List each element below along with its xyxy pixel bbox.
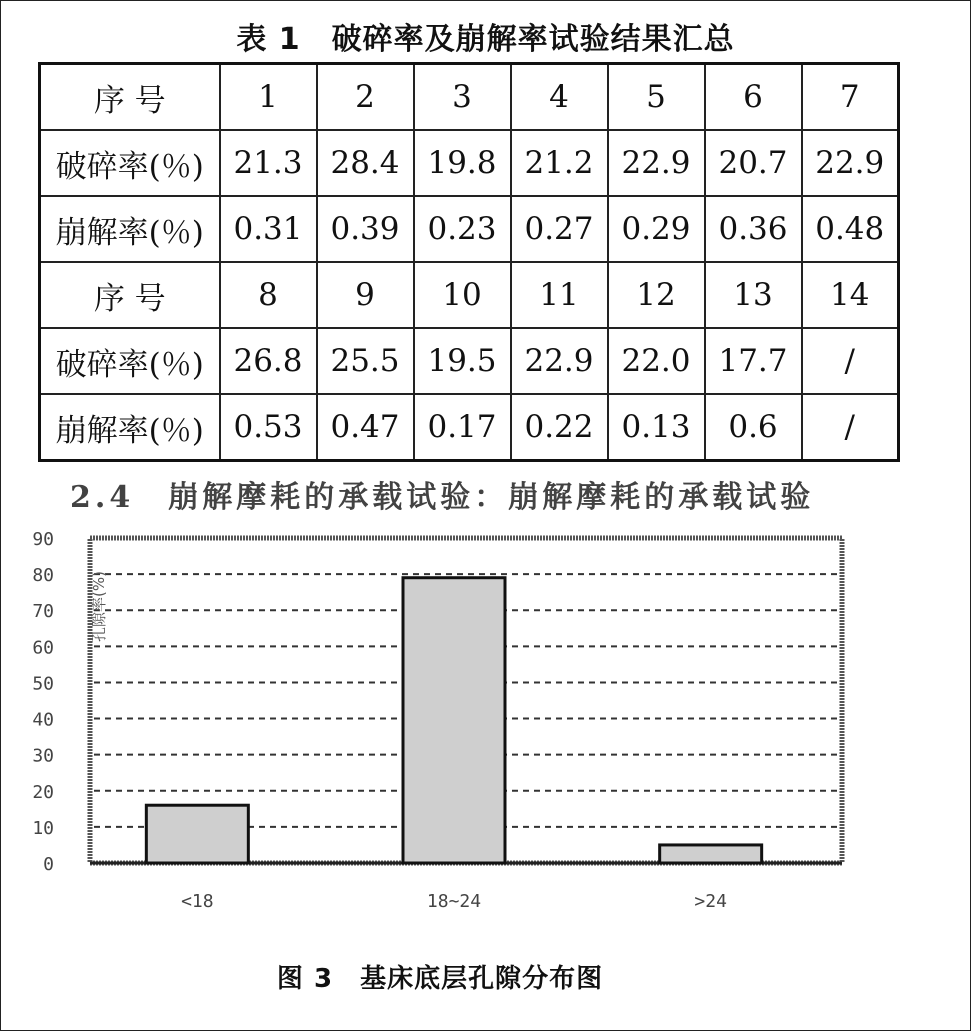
row-label-cell: 破碎率(％) bbox=[40, 130, 220, 196]
figure-caption: 图 3 基床底层孔隙分布图 bbox=[276, 964, 604, 994]
value-cell: 0.36 bbox=[705, 196, 802, 262]
y-tick-label: 0 bbox=[43, 854, 54, 875]
table-row-disintegration-2 bbox=[40, 394, 899, 461]
value-cell: 19.5 bbox=[414, 328, 511, 394]
value-cell: 26.8 bbox=[220, 328, 317, 394]
value-cell: 17.7 bbox=[705, 328, 802, 394]
table-row-header-2 bbox=[40, 262, 899, 328]
value-cell: 0.6 bbox=[705, 394, 802, 461]
bar-2 bbox=[660, 845, 762, 863]
value-cell: 0.53 bbox=[220, 394, 317, 461]
pore-distribution-chart bbox=[20, 520, 900, 920]
y-tick-label: 30 bbox=[32, 745, 54, 767]
x-tick-label: <18 bbox=[181, 891, 214, 912]
value-cell: 0.17 bbox=[414, 394, 511, 461]
row-label-cell: 崩解率(％) bbox=[40, 394, 220, 461]
value-cell: 0.22 bbox=[511, 394, 608, 461]
results-table bbox=[38, 62, 900, 462]
number-cell: 6 bbox=[705, 64, 802, 131]
value-cell: 22.9 bbox=[608, 130, 705, 196]
value-cell: 20.7 bbox=[705, 130, 802, 196]
x-tick-label: 18~24 bbox=[426, 891, 482, 912]
value-cell: 0.29 bbox=[608, 196, 705, 262]
number-cell: 11 bbox=[511, 262, 608, 328]
value-cell: 21.3 bbox=[220, 130, 317, 196]
number-cell: 9 bbox=[317, 262, 414, 328]
bar-0 bbox=[146, 805, 248, 863]
table-title: 表 1 破碎率及崩解率试验结果汇总 bbox=[236, 22, 735, 57]
header-label-cell: 序 号 bbox=[40, 262, 220, 328]
y-tick-label: 70 bbox=[32, 601, 54, 623]
value-cell: 0.27 bbox=[511, 196, 608, 262]
number-cell: 13 bbox=[705, 262, 802, 328]
value-cell: 28.4 bbox=[317, 130, 414, 196]
value-cell: 0.47 bbox=[317, 394, 414, 461]
row-label-cell: 崩解率(％) bbox=[40, 196, 220, 262]
bar-1 bbox=[403, 578, 505, 863]
y-tick-label: 20 bbox=[32, 781, 54, 803]
value-cell: 25.5 bbox=[317, 328, 414, 394]
value-cell: 19.8 bbox=[414, 130, 511, 196]
value-cell: 0.31 bbox=[220, 196, 317, 262]
value-cell: 22.9 bbox=[511, 328, 608, 394]
y-tick-label: 40 bbox=[32, 709, 54, 731]
series-label: 孔隙率(%) bbox=[90, 571, 108, 642]
value-cell: / bbox=[802, 328, 899, 394]
y-tick-label: 90 bbox=[32, 529, 54, 550]
table-row-disintegration-1 bbox=[40, 196, 899, 262]
number-cell: 14 bbox=[802, 262, 899, 328]
number-cell: 10 bbox=[414, 262, 511, 328]
number-cell: 5 bbox=[608, 64, 705, 131]
value-cell: 0.48 bbox=[802, 196, 899, 262]
value-cell: / bbox=[802, 394, 899, 461]
value-cell: 21.2 bbox=[511, 130, 608, 196]
body-text-fragment: 2.4 崩解摩耗的承载试验：崩解摩耗的承载试验 bbox=[70, 480, 815, 515]
value-cell: 0.23 bbox=[414, 196, 511, 262]
number-cell: 12 bbox=[608, 262, 705, 328]
value-cell: 22.0 bbox=[608, 328, 705, 394]
y-tick-label: 60 bbox=[32, 637, 54, 659]
y-tick-label: 80 bbox=[32, 565, 54, 587]
x-tick-label: >24 bbox=[694, 891, 727, 912]
number-cell: 1 bbox=[220, 64, 317, 131]
value-cell: 0.13 bbox=[608, 394, 705, 461]
table-row-crush-1 bbox=[40, 130, 899, 196]
number-cell: 2 bbox=[317, 64, 414, 131]
y-tick-label: 50 bbox=[32, 673, 54, 695]
number-cell: 8 bbox=[220, 262, 317, 328]
number-cell: 7 bbox=[802, 64, 899, 131]
table-row-crush-2 bbox=[40, 328, 899, 394]
header-label-cell: 序 号 bbox=[40, 64, 220, 131]
table-row-header-1 bbox=[40, 64, 899, 131]
value-cell: 22.9 bbox=[802, 130, 899, 196]
row-label-cell: 破碎率(％) bbox=[40, 328, 220, 394]
chart-svg bbox=[20, 520, 900, 920]
y-tick-label: 10 bbox=[32, 817, 54, 839]
value-cell: 0.39 bbox=[317, 196, 414, 262]
number-cell: 3 bbox=[414, 64, 511, 131]
number-cell: 4 bbox=[511, 64, 608, 131]
